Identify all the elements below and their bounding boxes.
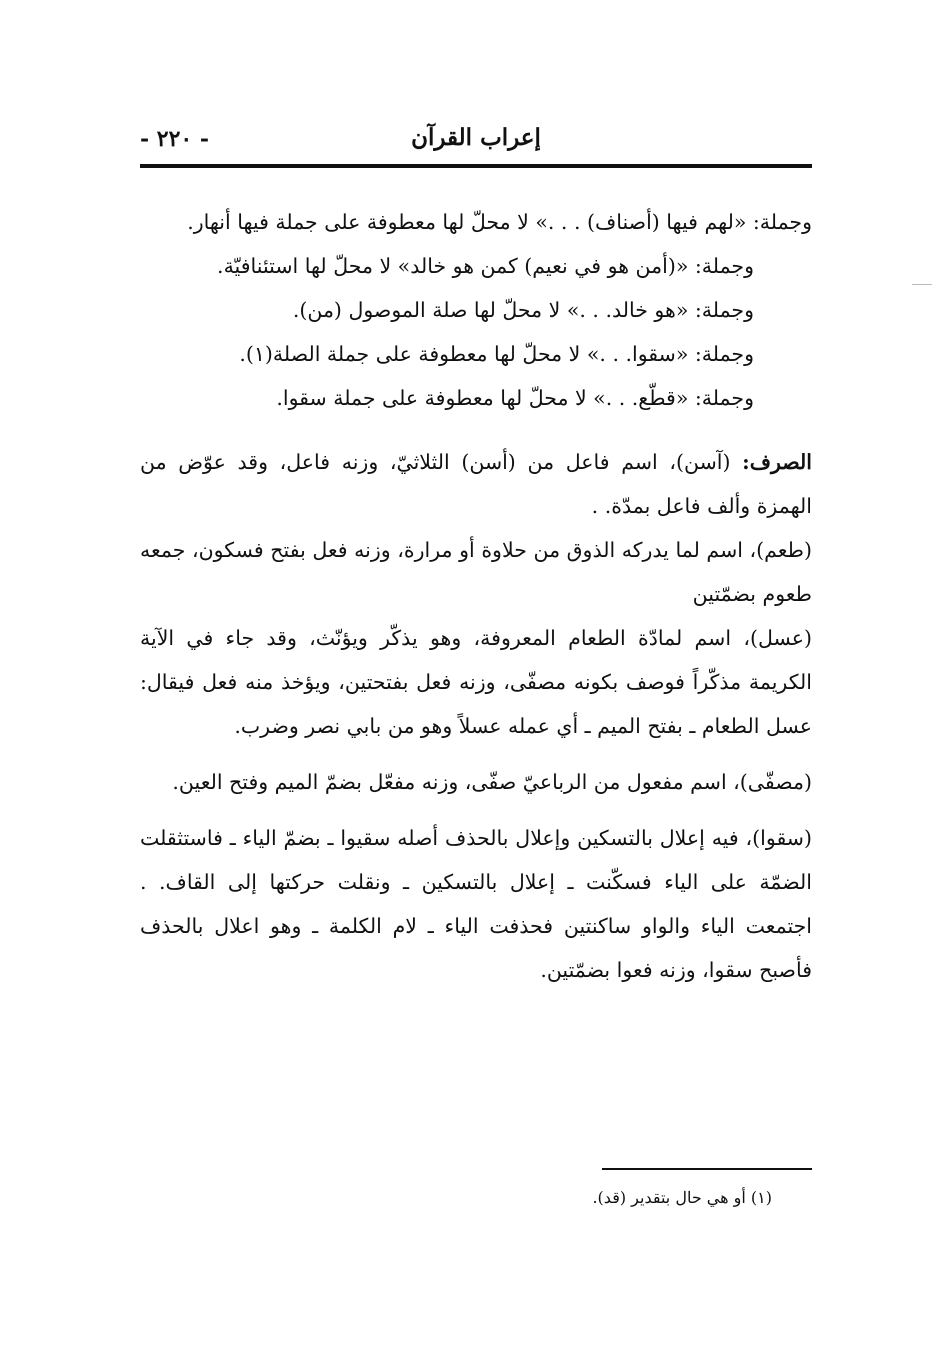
morphology-paragraph-5: (سقوا)، فيه إعلال بالتسكين وإعلال بالحذف أصله سقيوا ـ بضمّ الياء ـ فاستثقلت الضمّة على الياء فسكّنت ـ إعلال بالتسكين ـ ونقلت حركتها إلى القاف. . اجتمعت الياء والواو ساكنتين فحذفت الياء ـ لام الكلمة ـ وهو اعلال بالحذف فأصبح سقوا، وزنه فعوا بضمّتين. — [140, 826, 812, 982]
running-title: إعراب القرآن — [411, 124, 541, 151]
page-number: - ٢٢٠ - — [140, 126, 210, 152]
morphology-paragraph-4: (مصفّى)، اسم مفعول من الرباعيّ صفّى، وزنه مفعّل بضمّ الميم وفتح العين. — [172, 770, 812, 794]
header-rule — [140, 164, 812, 168]
sentence-analysis-3: وجملة: «هو خالد. . .» لا محلّ لها صلة الموصول (من). — [292, 298, 754, 322]
spacer — [140, 420, 812, 440]
body-text — [140, 200, 812, 992]
sentence-analysis-2: وجملة: «(أمن هو في نعيم) كمن هو خالد» لا محلّ لها استئنافيّة. — [217, 254, 754, 278]
sentence-analysis-4: وجملة: «سقوا. . .» لا محلّ لها معطوفة على جملة الصلة(١). — [239, 342, 754, 366]
sentence-analysis-1: وجملة: «لهم فيها (أصناف) . . .» لا محلّ لها معطوفة على جملة فيها أنهار. — [187, 210, 812, 234]
spacer — [140, 748, 812, 760]
page-header — [140, 118, 812, 166]
morphology-term: الصرف: — [742, 450, 812, 474]
footnote-rule — [602, 1168, 812, 1170]
margin-mark — [912, 284, 932, 285]
morphology-paragraph-1 — [140, 440, 812, 528]
sentence-analysis-5: وجملة: «قطّع. . .» لا محلّ لها معطوفة على جملة سقوا. — [276, 386, 754, 410]
footnote: (١) أو هي حال بتقدير (قد). — [592, 1188, 772, 1207]
morphology-text: (آسن)، اسم فاعل من (أسن) الثلاثيّ، وزنه فاعل، وقد عوّض من الهمزة وألف فاعل بمدّة. . — [140, 450, 812, 518]
morphology-paragraph-2: (طعم)، اسم لما يدركه الذوق من حلاوة أو مرارة، وزنه فعل بفتح فسكون، جمعه طعوم بضمّتين — [140, 538, 812, 606]
spacer — [140, 804, 812, 816]
morphology-paragraph-3: (عسل)، اسم لمادّة الطعام المعروفة، وهو يذكّر ويؤنّث، وقد جاء في الآية الكريمة مذكّراً فوصف بكونه مصفّى، وزنه فعل بفتحتين، ويؤخذ منه فعل فيقال: عسل الطعام ـ بفتح الميم ـ أي عمله عسلاً وهو من بابي نصر وضرب. — [140, 626, 812, 738]
